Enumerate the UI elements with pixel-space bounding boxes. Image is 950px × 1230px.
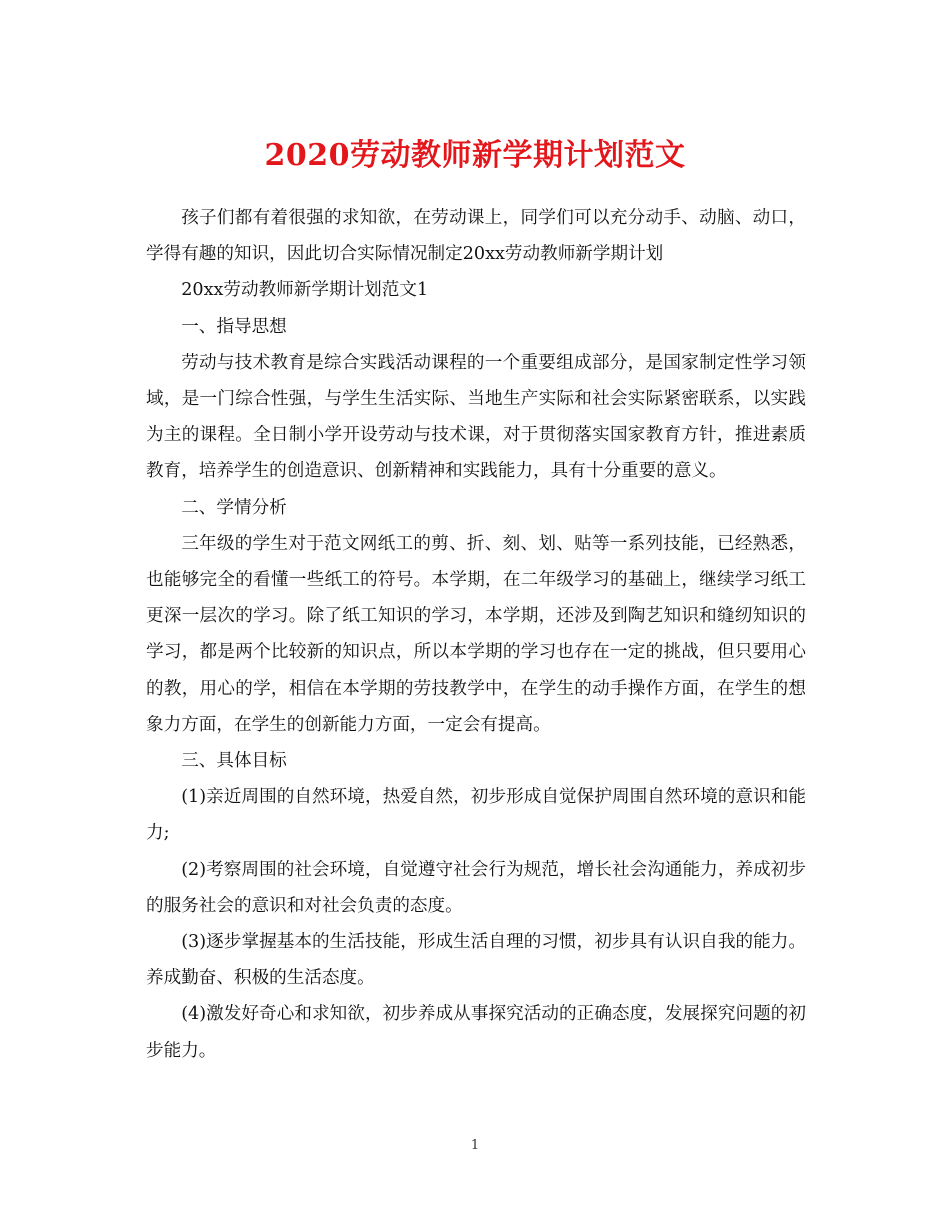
- section-subtitle: 20xx劳动教师新学期计划范文1: [181, 280, 429, 301]
- goal-item-3: (3)逐步掌握基本的生活技能，形成生活自理的习惯，初步具有认识自我的能力。养成勤奋、积极的生活态度。: [146, 932, 806, 989]
- heading-specific-goals: 三、具体目标: [181, 751, 287, 772]
- goal-item-4: (4)激发好奇心和求知欲，初步养成从事探究活动的正确态度，发展探究问题的初步能力。: [146, 1004, 806, 1061]
- intro-paragraph: 孩子们都有着很强的求知欲，在劳动课上，同学们可以充分动手、动脑、动口，学得有趣的知识，因此切合实际情况制定20xx劳动教师新学期计划: [146, 208, 806, 265]
- heading-guiding-ideology: 一、指导思想: [181, 316, 287, 337]
- goal-item-2: (2)考察周围的社会环境，自觉遵守社会行为规范，增长社会沟通能力，养成初步的服务社会的意识和对社会负责的态度。: [146, 859, 806, 916]
- document-title: 2020劳动教师新学期计划范文: [264, 138, 686, 173]
- paragraph-guiding-ideology: 劳动与技术教育是综合实践活动课程的一个重要组成部分，是国家制定性学习领域，是一门综合性强，与学生生活实际、当地生产实际和社会实际紧密联系，以实践为主的课程。全日制小学开设劳动与技术课，对于贯彻落实国家教育方针，推进素质教育，培养学生的创造意识、创新精神和实践能力，具有十分重要的意义。: [146, 352, 806, 482]
- paragraph-student-analysis: 三年级的学生对于范文网纸工的剪、折、刻、划、贴等一系列技能，已经熟悉，也能够完全的看懂一些纸工的符号。本学期，在二年级学习的基础上，继续学习纸工更深一层次的学习。除了纸工知识的学习，本学期，还涉及到陶艺知识和缝纫知识的学习，都是两个比较新的知识点，所以本学期的学习也存在一定的挑战，但只要用心的教，用心的学，相信在本学期的劳技教学中，在学生的动手操作方面，在学生的想象力方面，在学生的创新能力方面，一定会有提高。: [146, 533, 806, 735]
- heading-student-analysis: 二、学情分析: [181, 497, 287, 518]
- document-body: [146, 200, 806, 1069]
- page-number: 1: [470, 1138, 480, 1153]
- goal-item-1: (1)亲近周围的自然环境，热爱自然，初步形成自觉保护周围自然环境的意识和能力;: [146, 787, 806, 844]
